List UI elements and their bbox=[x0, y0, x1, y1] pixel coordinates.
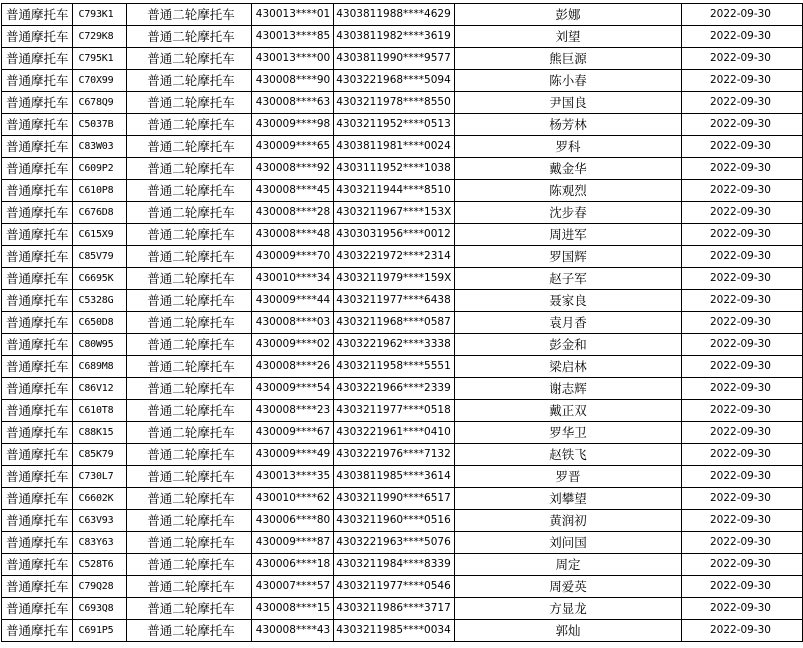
plate-number-cell: C85V79 bbox=[72, 246, 127, 268]
owner-name-cell: 彭金和 bbox=[455, 334, 681, 356]
owner-name-cell: 聂家良 bbox=[455, 290, 681, 312]
plate-number-cell: C86V12 bbox=[72, 378, 127, 400]
date-cell: 2022-09-30 bbox=[681, 532, 802, 554]
license-type-cell: 普通摩托车 bbox=[2, 92, 73, 114]
date-cell: 2022-09-30 bbox=[681, 620, 802, 642]
record-code-cell: 430008****63 bbox=[251, 92, 333, 114]
record-code-cell: 430013****00 bbox=[251, 48, 333, 70]
date-cell: 2022-09-30 bbox=[681, 554, 802, 576]
date-cell: 2022-09-30 bbox=[681, 92, 802, 114]
table-row bbox=[2, 114, 803, 136]
vehicle-class-cell: 普通二轮摩托车 bbox=[127, 114, 252, 136]
table-row bbox=[2, 48, 803, 70]
owner-name-cell: 刘问国 bbox=[455, 532, 681, 554]
table-row bbox=[2, 92, 803, 114]
license-type-cell: 普通摩托车 bbox=[2, 598, 73, 620]
owner-name-cell: 杨芳林 bbox=[455, 114, 681, 136]
license-type-cell: 普通摩托车 bbox=[2, 26, 73, 48]
vehicle-class-cell: 普通二轮摩托车 bbox=[127, 378, 252, 400]
id-number-cell: 4303221968****5094 bbox=[334, 70, 455, 92]
table-row bbox=[2, 136, 803, 158]
table-row bbox=[2, 598, 803, 620]
date-cell: 2022-09-30 bbox=[681, 422, 802, 444]
license-type-cell: 普通摩托车 bbox=[2, 158, 73, 180]
record-code-cell: 430008****15 bbox=[251, 598, 333, 620]
license-type-cell: 普通摩托车 bbox=[2, 400, 73, 422]
table-body bbox=[2, 4, 803, 642]
id-number-cell: 4303211984****8339 bbox=[334, 554, 455, 576]
license-type-cell: 普通摩托车 bbox=[2, 312, 73, 334]
vehicle-class-cell: 普通二轮摩托车 bbox=[127, 180, 252, 202]
vehicle-class-cell: 普通二轮摩托车 bbox=[127, 92, 252, 114]
record-code-cell: 430009****65 bbox=[251, 136, 333, 158]
vehicle-class-cell: 普通二轮摩托车 bbox=[127, 400, 252, 422]
record-code-cell: 430008****43 bbox=[251, 620, 333, 642]
record-code-cell: 430013****01 bbox=[251, 4, 333, 26]
plate-number-cell: C729K8 bbox=[72, 26, 127, 48]
date-cell: 2022-09-30 bbox=[681, 444, 802, 466]
date-cell: 2022-09-30 bbox=[681, 356, 802, 378]
license-type-cell: 普通摩托车 bbox=[2, 268, 73, 290]
date-cell: 2022-09-30 bbox=[681, 70, 802, 92]
id-number-cell: 4303211978****8550 bbox=[334, 92, 455, 114]
plate-number-cell: C6695K bbox=[72, 268, 127, 290]
owner-name-cell: 陈观烈 bbox=[455, 180, 681, 202]
license-type-cell: 普通摩托车 bbox=[2, 180, 73, 202]
plate-number-cell: C70X99 bbox=[72, 70, 127, 92]
owner-name-cell: 袁月香 bbox=[455, 312, 681, 334]
table-row bbox=[2, 26, 803, 48]
plate-number-cell: C5037B bbox=[72, 114, 127, 136]
date-cell: 2022-09-30 bbox=[681, 334, 802, 356]
table-row bbox=[2, 202, 803, 224]
id-number-cell: 4303221972****2314 bbox=[334, 246, 455, 268]
id-number-cell: 4303811990****9577 bbox=[334, 48, 455, 70]
record-code-cell: 430008****28 bbox=[251, 202, 333, 224]
vehicle-class-cell: 普通二轮摩托车 bbox=[127, 312, 252, 334]
table-row bbox=[2, 488, 803, 510]
vehicle-class-cell: 普通二轮摩托车 bbox=[127, 158, 252, 180]
plate-number-cell: C730L7 bbox=[72, 466, 127, 488]
vehicle-class-cell: 普通二轮摩托车 bbox=[127, 26, 252, 48]
id-number-cell: 4303811985****3614 bbox=[334, 466, 455, 488]
plate-number-cell: C691P5 bbox=[72, 620, 127, 642]
table-row bbox=[2, 444, 803, 466]
record-code-cell: 430009****87 bbox=[251, 532, 333, 554]
record-code-cell: 430008****48 bbox=[251, 224, 333, 246]
id-number-cell: 4303211979****159X bbox=[334, 268, 455, 290]
table-row bbox=[2, 180, 803, 202]
plate-number-cell: C63V93 bbox=[72, 510, 127, 532]
record-code-cell: 430013****35 bbox=[251, 466, 333, 488]
table-row bbox=[2, 554, 803, 576]
license-type-cell: 普通摩托车 bbox=[2, 4, 73, 26]
plate-number-cell: C610P8 bbox=[72, 180, 127, 202]
plate-number-cell: C610T8 bbox=[72, 400, 127, 422]
id-number-cell: 4303221966****2339 bbox=[334, 378, 455, 400]
vehicle-class-cell: 普通二轮摩托车 bbox=[127, 488, 252, 510]
vehicle-class-cell: 普通二轮摩托车 bbox=[127, 576, 252, 598]
date-cell: 2022-09-30 bbox=[681, 158, 802, 180]
record-code-cell: 430009****70 bbox=[251, 246, 333, 268]
table-row bbox=[2, 334, 803, 356]
table-row bbox=[2, 422, 803, 444]
record-code-cell: 430008****92 bbox=[251, 158, 333, 180]
license-type-cell: 普通摩托车 bbox=[2, 290, 73, 312]
record-code-cell: 430009****54 bbox=[251, 378, 333, 400]
vehicle-class-cell: 普通二轮摩托车 bbox=[127, 246, 252, 268]
license-type-cell: 普通摩托车 bbox=[2, 378, 73, 400]
id-number-cell: 4303211977****6438 bbox=[334, 290, 455, 312]
plate-number-cell: C88K15 bbox=[72, 422, 127, 444]
owner-name-cell: 尹国良 bbox=[455, 92, 681, 114]
date-cell: 2022-09-30 bbox=[681, 4, 802, 26]
plate-number-cell: C793K1 bbox=[72, 4, 127, 26]
id-number-cell: 4303211944****8510 bbox=[334, 180, 455, 202]
vehicle-class-cell: 普通二轮摩托车 bbox=[127, 466, 252, 488]
vehicle-class-cell: 普通二轮摩托车 bbox=[127, 224, 252, 246]
date-cell: 2022-09-30 bbox=[681, 378, 802, 400]
date-cell: 2022-09-30 bbox=[681, 510, 802, 532]
id-number-cell: 4303811988****4629 bbox=[334, 4, 455, 26]
plate-number-cell: C615X9 bbox=[72, 224, 127, 246]
id-number-cell: 4303211985****0034 bbox=[334, 620, 455, 642]
license-type-cell: 普通摩托车 bbox=[2, 224, 73, 246]
owner-name-cell: 戴金华 bbox=[455, 158, 681, 180]
record-code-cell: 430009****98 bbox=[251, 114, 333, 136]
table-row bbox=[2, 532, 803, 554]
vehicle-class-cell: 普通二轮摩托车 bbox=[127, 510, 252, 532]
record-code-cell: 430009****44 bbox=[251, 290, 333, 312]
id-number-cell: 4303111952****1038 bbox=[334, 158, 455, 180]
date-cell: 2022-09-30 bbox=[681, 488, 802, 510]
date-cell: 2022-09-30 bbox=[681, 598, 802, 620]
table-row bbox=[2, 466, 803, 488]
id-number-cell: 4303221961****0410 bbox=[334, 422, 455, 444]
record-code-cell: 430008****26 bbox=[251, 356, 333, 378]
id-number-cell: 4303221962****3338 bbox=[334, 334, 455, 356]
license-type-cell: 普通摩托车 bbox=[2, 48, 73, 70]
license-type-cell: 普通摩托车 bbox=[2, 510, 73, 532]
record-code-cell: 430008****90 bbox=[251, 70, 333, 92]
table-row bbox=[2, 158, 803, 180]
vehicle-class-cell: 普通二轮摩托车 bbox=[127, 334, 252, 356]
license-type-cell: 普通摩托车 bbox=[2, 202, 73, 224]
id-number-cell: 4303211967****153X bbox=[334, 202, 455, 224]
date-cell: 2022-09-30 bbox=[681, 26, 802, 48]
id-number-cell: 4303221976****7132 bbox=[334, 444, 455, 466]
plate-number-cell: C79Q28 bbox=[72, 576, 127, 598]
record-code-cell: 430010****34 bbox=[251, 268, 333, 290]
record-code-cell: 430009****67 bbox=[251, 422, 333, 444]
vehicle-class-cell: 普通二轮摩托车 bbox=[127, 70, 252, 92]
plate-number-cell: C83Y63 bbox=[72, 532, 127, 554]
owner-name-cell: 罗晋 bbox=[455, 466, 681, 488]
id-number-cell: 4303211968****0587 bbox=[334, 312, 455, 334]
id-number-cell: 4303031956****0012 bbox=[334, 224, 455, 246]
license-type-cell: 普通摩托车 bbox=[2, 246, 73, 268]
license-type-cell: 普通摩托车 bbox=[2, 554, 73, 576]
license-type-cell: 普通摩托车 bbox=[2, 422, 73, 444]
plate-number-cell: C6602K bbox=[72, 488, 127, 510]
date-cell: 2022-09-30 bbox=[681, 180, 802, 202]
date-cell: 2022-09-30 bbox=[681, 246, 802, 268]
owner-name-cell: 熊巨源 bbox=[455, 48, 681, 70]
plate-number-cell: C650D8 bbox=[72, 312, 127, 334]
owner-name-cell: 罗国辉 bbox=[455, 246, 681, 268]
license-type-cell: 普通摩托车 bbox=[2, 114, 73, 136]
vehicle-class-cell: 普通二轮摩托车 bbox=[127, 444, 252, 466]
vehicle-class-cell: 普通二轮摩托车 bbox=[127, 554, 252, 576]
plate-number-cell: C689M8 bbox=[72, 356, 127, 378]
owner-name-cell: 周爱英 bbox=[455, 576, 681, 598]
license-type-cell: 普通摩托车 bbox=[2, 444, 73, 466]
table-row bbox=[2, 70, 803, 92]
plate-number-cell: C5328G bbox=[72, 290, 127, 312]
vehicle-class-cell: 普通二轮摩托车 bbox=[127, 290, 252, 312]
owner-name-cell: 罗科 bbox=[455, 136, 681, 158]
id-number-cell: 4303811982****3619 bbox=[334, 26, 455, 48]
vehicle-class-cell: 普通二轮摩托车 bbox=[127, 620, 252, 642]
record-code-cell: 430006****18 bbox=[251, 554, 333, 576]
record-code-cell: 430007****57 bbox=[251, 576, 333, 598]
table-row bbox=[2, 400, 803, 422]
id-number-cell: 4303211952****0513 bbox=[334, 114, 455, 136]
date-cell: 2022-09-30 bbox=[681, 400, 802, 422]
vehicle-class-cell: 普通二轮摩托车 bbox=[127, 422, 252, 444]
vehicle-class-cell: 普通二轮摩托车 bbox=[127, 532, 252, 554]
record-code-cell: 430009****49 bbox=[251, 444, 333, 466]
owner-name-cell: 黄润初 bbox=[455, 510, 681, 532]
owner-name-cell: 赵子军 bbox=[455, 268, 681, 290]
plate-number-cell: C678Q9 bbox=[72, 92, 127, 114]
id-number-cell: 4303211958****5551 bbox=[334, 356, 455, 378]
date-cell: 2022-09-30 bbox=[681, 136, 802, 158]
owner-name-cell: 谢志辉 bbox=[455, 378, 681, 400]
owner-name-cell: 彭娜 bbox=[455, 4, 681, 26]
record-code-cell: 430008****45 bbox=[251, 180, 333, 202]
table-row bbox=[2, 290, 803, 312]
plate-number-cell: C693Q8 bbox=[72, 598, 127, 620]
license-type-cell: 普通摩托车 bbox=[2, 620, 73, 642]
id-number-cell: 4303211990****6517 bbox=[334, 488, 455, 510]
owner-name-cell: 周进军 bbox=[455, 224, 681, 246]
owner-name-cell: 沈步春 bbox=[455, 202, 681, 224]
date-cell: 2022-09-30 bbox=[681, 466, 802, 488]
record-code-cell: 430008****03 bbox=[251, 312, 333, 334]
date-cell: 2022-09-30 bbox=[681, 114, 802, 136]
license-type-cell: 普通摩托车 bbox=[2, 488, 73, 510]
table-row bbox=[2, 312, 803, 334]
date-cell: 2022-09-30 bbox=[681, 576, 802, 598]
vehicle-class-cell: 普通二轮摩托车 bbox=[127, 4, 252, 26]
license-records-table bbox=[1, 3, 803, 642]
table-row bbox=[2, 356, 803, 378]
table-row bbox=[2, 510, 803, 532]
date-cell: 2022-09-30 bbox=[681, 268, 802, 290]
date-cell: 2022-09-30 bbox=[681, 290, 802, 312]
plate-number-cell: C528T6 bbox=[72, 554, 127, 576]
vehicle-class-cell: 普通二轮摩托车 bbox=[127, 598, 252, 620]
plate-number-cell: C80W95 bbox=[72, 334, 127, 356]
id-number-cell: 4303211977****0518 bbox=[334, 400, 455, 422]
owner-name-cell: 赵铁飞 bbox=[455, 444, 681, 466]
record-code-cell: 430009****02 bbox=[251, 334, 333, 356]
plate-number-cell: C676D8 bbox=[72, 202, 127, 224]
plate-number-cell: C609P2 bbox=[72, 158, 127, 180]
vehicle-class-cell: 普通二轮摩托车 bbox=[127, 48, 252, 70]
table-row bbox=[2, 224, 803, 246]
owner-name-cell: 戴正双 bbox=[455, 400, 681, 422]
date-cell: 2022-09-30 bbox=[681, 224, 802, 246]
owner-name-cell: 罗华卫 bbox=[455, 422, 681, 444]
id-number-cell: 4303211986****3717 bbox=[334, 598, 455, 620]
owner-name-cell: 刘攀望 bbox=[455, 488, 681, 510]
license-type-cell: 普通摩托车 bbox=[2, 356, 73, 378]
id-number-cell: 4303811981****0024 bbox=[334, 136, 455, 158]
id-number-cell: 4303211960****0516 bbox=[334, 510, 455, 532]
license-type-cell: 普通摩托车 bbox=[2, 136, 73, 158]
license-type-cell: 普通摩托车 bbox=[2, 466, 73, 488]
table-row bbox=[2, 378, 803, 400]
date-cell: 2022-09-30 bbox=[681, 48, 802, 70]
owner-name-cell: 方显龙 bbox=[455, 598, 681, 620]
table-row bbox=[2, 576, 803, 598]
vehicle-class-cell: 普通二轮摩托车 bbox=[127, 202, 252, 224]
license-type-cell: 普通摩托车 bbox=[2, 334, 73, 356]
license-type-cell: 普通摩托车 bbox=[2, 532, 73, 554]
record-code-cell: 430010****62 bbox=[251, 488, 333, 510]
plate-number-cell: C795K1 bbox=[72, 48, 127, 70]
owner-name-cell: 刘望 bbox=[455, 26, 681, 48]
date-cell: 2022-09-30 bbox=[681, 312, 802, 334]
owner-name-cell: 郭灿 bbox=[455, 620, 681, 642]
id-number-cell: 4303221963****5076 bbox=[334, 532, 455, 554]
vehicle-class-cell: 普通二轮摩托车 bbox=[127, 268, 252, 290]
record-code-cell: 430008****23 bbox=[251, 400, 333, 422]
license-type-cell: 普通摩托车 bbox=[2, 576, 73, 598]
table-row bbox=[2, 620, 803, 642]
id-number-cell: 4303211977****0546 bbox=[334, 576, 455, 598]
table-row bbox=[2, 268, 803, 290]
plate-number-cell: C85K79 bbox=[72, 444, 127, 466]
plate-number-cell: C83W03 bbox=[72, 136, 127, 158]
record-code-cell: 430006****80 bbox=[251, 510, 333, 532]
table-row bbox=[2, 246, 803, 268]
vehicle-class-cell: 普通二轮摩托车 bbox=[127, 136, 252, 158]
record-code-cell: 430013****85 bbox=[251, 26, 333, 48]
owner-name-cell: 周定 bbox=[455, 554, 681, 576]
vehicle-class-cell: 普通二轮摩托车 bbox=[127, 356, 252, 378]
table-row bbox=[2, 4, 803, 26]
license-type-cell: 普通摩托车 bbox=[2, 70, 73, 92]
date-cell: 2022-09-30 bbox=[681, 202, 802, 224]
owner-name-cell: 陈小春 bbox=[455, 70, 681, 92]
owner-name-cell: 梁启林 bbox=[455, 356, 681, 378]
